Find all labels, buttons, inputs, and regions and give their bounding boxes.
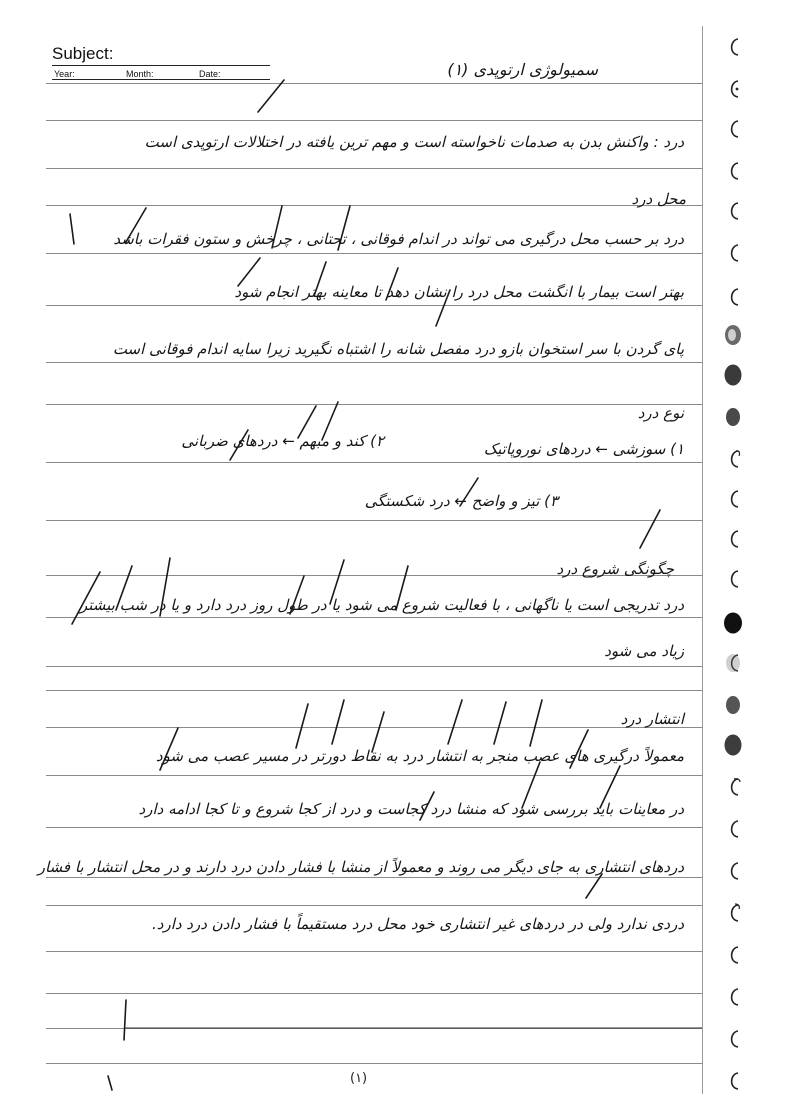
binder-hole-icon xyxy=(724,200,742,222)
binder-hole-icon xyxy=(724,324,742,346)
page-number: (۱) xyxy=(350,1071,368,1086)
text-line: معمولاً درگیری های عصب منجر به انتشار درد به نقاط دورتر در مسیر عصب می شود xyxy=(155,747,684,765)
binder-hole-icon xyxy=(724,78,742,100)
subject-label: Subject: xyxy=(52,44,114,63)
list-item: ۲) کند و مبهم ← دردهای ضربانی xyxy=(181,432,384,450)
text-line: پای گردن با سر استخوان بازو درد مفصل شانه را اشتباه نگیرید زیرا سایه اندام فوقانی است xyxy=(112,340,684,358)
binder-hole-icon xyxy=(724,1028,742,1050)
binder-hole-icon xyxy=(724,488,742,510)
binder-hole-icon xyxy=(724,528,742,550)
binder-hole-icon xyxy=(724,242,742,264)
binder-hole-icon xyxy=(724,364,742,386)
binder-hole-icon xyxy=(724,612,742,634)
binder-hole-icon xyxy=(724,36,742,58)
section-heading-location: محل درد xyxy=(631,190,686,208)
text-line: دردهای انتشاری به جای دیگر می روند و معمولاً از منشا با فشار دادن درد دارند و در محل انتشار با فشار xyxy=(37,858,684,876)
date-label: Date: xyxy=(199,69,221,79)
binder-hole-icon xyxy=(724,986,742,1008)
text-line: درد بر حسب محل درگیری می تواند در اندام فوقانی ، تحتانی ، چرخش و ستون فقرات باشد xyxy=(113,230,684,248)
year-label: Year: xyxy=(54,69,75,79)
binder-hole-icon xyxy=(724,286,742,308)
binder-hole-icon xyxy=(724,818,742,840)
binder-hole-icon xyxy=(724,406,742,428)
binder-hole-icon xyxy=(724,776,742,798)
binder-hole-icon xyxy=(724,734,742,756)
text-line: در معاینات باید بررسی شود که منشا درد کجاست و درد از کجا شروع و تا کجا ادامه دارد xyxy=(138,800,684,818)
section-heading-radiation: انتشار درد xyxy=(620,710,684,728)
binder-hole-icon xyxy=(724,1070,742,1092)
text-line: دردی ندارد ولی در دردهای غیر انتشاری خود محل درد مستقیماً با فشار دادن درد دارد. xyxy=(152,915,684,933)
binder-hole-icon xyxy=(724,902,742,924)
binder-hole-icon xyxy=(724,160,742,182)
binder-hole-icon xyxy=(724,694,742,716)
text-line: زیاد می شود xyxy=(604,642,684,660)
binder-hole-icon xyxy=(724,860,742,882)
list-item: ۳) تیز و واضح ← درد شکستگی xyxy=(364,492,558,510)
text-line: درد تدریجی است یا ناگهانی ، با فعالیت شروع می شود یا در طول روز درد دارد و یا در شب بیشتر xyxy=(79,596,684,614)
binder-hole-icon xyxy=(724,118,742,140)
section-heading-type: نوع درد xyxy=(637,404,684,422)
month-label: Month: xyxy=(126,69,154,79)
binder-hole-icon xyxy=(724,448,742,470)
binder-hole-icon xyxy=(724,652,742,674)
text-line: درد : واکنش بدن به صدمات ناخواسته است و مهم ترین یافته در اختلالات ارتوپدی است xyxy=(144,133,684,151)
binder-hole-icon xyxy=(724,568,742,590)
list-item: ۱) سوزشی ← دردهای نوروپاتیک xyxy=(483,440,684,458)
section-heading-onset: چگونگی شروع درد xyxy=(556,560,674,578)
page-title: سمیولوژی ارتوپدی (۱) xyxy=(447,60,598,79)
text-line: بهتر است بیمار با انگشت محل درد را نشان دهد تا معاینه بهتر انجام شود xyxy=(234,283,684,301)
binder-hole-icon xyxy=(724,944,742,966)
